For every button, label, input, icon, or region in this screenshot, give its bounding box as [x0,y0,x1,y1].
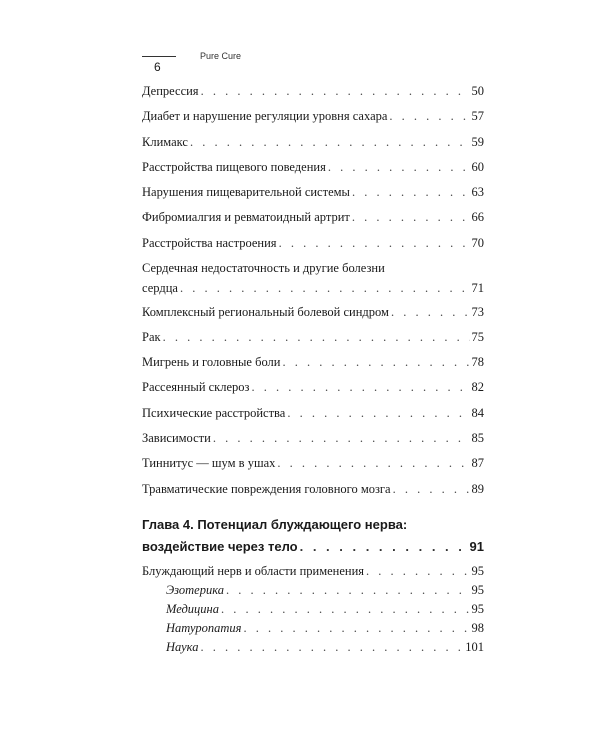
toc-entry-title: Фибромиалгия и ревматоидный артрит [142,210,350,224]
subsection-title: Наука [166,640,199,654]
toc-entry-title-continued: сердца [142,281,178,295]
toc-entry-title: Расстройства пищевого поведения [142,160,326,174]
toc-entry[interactable] [142,304,484,320]
dot-leader [352,209,470,225]
toc-entry-page: 60 [471,160,484,174]
dot-leader [163,329,470,345]
toc-entry-page: 59 [471,135,484,149]
toc-section[interactable] [142,563,484,579]
toc-entry-title: Мигрень и головные боли [142,355,281,369]
toc-entry-page: 63 [471,185,484,199]
dot-leader [352,184,470,200]
dot-leader [277,455,469,471]
subsection-title: Медицина [166,602,219,616]
toc-entry-page: 71 [471,281,484,295]
toc-entry-page: 84 [471,406,484,420]
toc-entry-title: Зависимости [142,431,211,445]
running-title: Pure Cure [200,51,242,61]
toc-subsection[interactable] [166,582,484,598]
toc-entry[interactable] [142,260,484,296]
toc-entry-title: Рак [142,330,161,344]
toc-entry-title: Психические расстройства [142,406,286,420]
toc-entry[interactable] [142,329,484,345]
toc-entry-title: Депрессия [142,84,199,98]
toc-subsection[interactable] [166,601,484,617]
toc-entry[interactable] [142,455,484,471]
subsection-title: Натуропатия [166,621,242,635]
dot-leader [366,563,469,579]
toc-entry[interactable] [142,481,484,497]
toc-entry[interactable] [142,108,484,124]
dot-leader [389,108,469,124]
toc-entry-page: 82 [471,380,484,394]
toc-entry-title: Расстройства настроения [142,236,277,250]
toc-chapter-heading[interactable] [142,514,484,558]
toc-subsection[interactable] [166,639,484,655]
dot-leader [393,481,470,497]
subsection-title: Эзотерика [166,583,225,597]
toc-entry-title: Климакс [142,135,188,149]
dot-leader [200,639,463,655]
dot-leader [226,582,469,598]
toc-entry[interactable] [142,209,484,225]
chapter-title-continued: воздействие через тело [142,539,298,554]
subsection-page: 95 [471,583,484,597]
subsection-page: 101 [465,640,484,654]
chapter-page: 91 [469,539,484,554]
dot-leader [391,304,470,320]
toc-entry-title: Травматические повреждения головного мозга [142,482,391,496]
dot-leader [282,354,469,370]
dot-leader [213,430,470,446]
toc-entry[interactable] [142,430,484,446]
toc-entry[interactable] [142,159,484,175]
toc-entry-title: Нарушения пищеварительной системы [142,185,350,199]
toc-entry-page: 73 [471,305,484,319]
toc-entry-page: 78 [471,355,484,369]
toc-entry-page: 70 [471,236,484,250]
toc-entry-title: Рассеянный склероз [142,380,250,394]
toc-entry-page: 57 [471,109,484,123]
toc-entry-page: 85 [471,431,484,445]
toc-entry-title: Комплексный региональный болевой синдром [142,305,389,319]
dot-leader [300,536,468,558]
toc-entry[interactable] [142,354,484,370]
dot-leader [201,83,470,99]
toc-entry[interactable] [142,134,484,150]
toc-entry[interactable] [142,405,484,421]
toc-entry[interactable] [142,83,484,99]
dot-leader [243,620,469,636]
subsection-page: 98 [471,621,484,635]
toc-entry-page: 89 [471,482,484,496]
dot-leader [328,159,470,175]
dot-leader [221,601,470,617]
toc-entry-title: Диабет и нарушение регуляции уровня сахара [142,109,388,123]
toc-entry-page: 66 [471,210,484,224]
header-rule [142,56,176,57]
toc-entry-title: Тиннитус — шум в ушах [142,456,276,470]
toc-entry-title: Сердечная недостаточность и другие болезни [142,261,385,275]
dot-leader [279,235,470,251]
toc-entry-page: 75 [471,330,484,344]
toc-entry[interactable] [142,379,484,395]
toc-entry-page: 87 [471,456,484,470]
toc-entry[interactable] [142,235,484,251]
section-page: 95 [471,564,484,578]
dot-leader [287,405,469,421]
toc-subsection[interactable] [166,620,484,636]
toc-entry-page: 50 [471,84,484,98]
page-number: 6 [154,60,161,74]
subsection-page: 95 [471,602,484,616]
section-title: Блуждающий нерв и области применения [142,564,365,578]
dot-leader [190,134,470,150]
page-header [142,51,272,76]
dot-leader [251,379,469,395]
chapter-title: Глава 4. Потенциал блуждающего нерва: [142,517,408,532]
dot-leader [180,280,470,296]
toc-entry[interactable] [142,184,484,200]
